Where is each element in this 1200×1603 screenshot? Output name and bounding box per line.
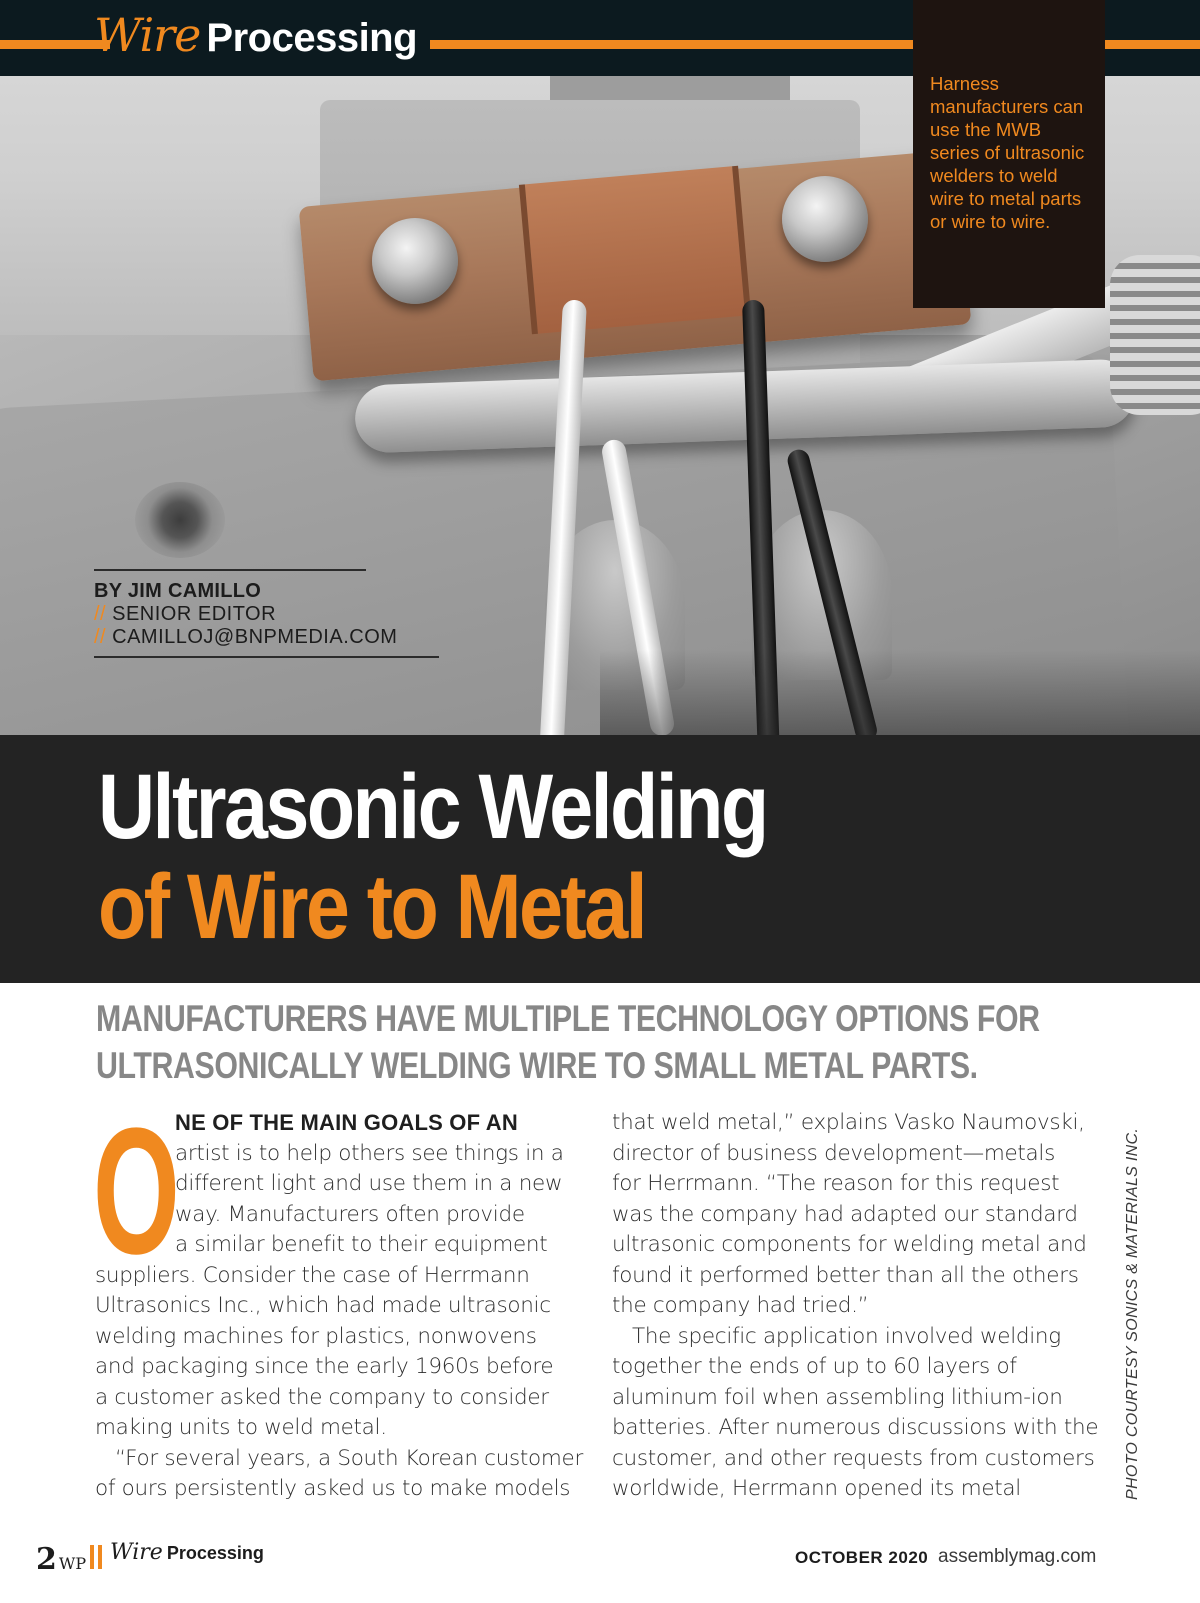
article-title-line-2: of Wire to Metal bbox=[98, 856, 646, 958]
body-line: that weld metal,” explains Vasko Naumovski, bbox=[612, 1110, 1085, 1135]
body-line: director of business development—metals bbox=[612, 1140, 1055, 1166]
photo-weld-area bbox=[519, 166, 751, 335]
byline-rule-bottom bbox=[94, 656, 439, 658]
body-line: a customer asked the company to consider bbox=[95, 1384, 549, 1410]
section-logo bbox=[94, 8, 417, 72]
body-line: artist is to help others see things in a bbox=[175, 1140, 564, 1166]
footer-logo-bold: Processing bbox=[166, 1543, 264, 1563]
body-line: ultrasonic components for welding metal and bbox=[612, 1232, 1087, 1257]
byline-slash: // bbox=[94, 603, 107, 625]
body-column-right bbox=[612, 1108, 1112, 1505]
body-line: making units to weld metal. bbox=[95, 1415, 387, 1440]
byline-rule-top bbox=[94, 569, 366, 571]
page-folio bbox=[36, 1542, 86, 1577]
body-line: suppliers. Consider the case of Herrmann bbox=[95, 1262, 530, 1288]
section-logo-script: Wire bbox=[94, 8, 201, 62]
byline-email-line bbox=[94, 626, 397, 649]
photo-caption-box bbox=[913, 0, 1105, 308]
byline-email[interactable]: CAMILLOJ@BNPMEDIA.COM bbox=[112, 626, 398, 648]
photo-credit: PHOTO COURTESY SONICS & MATERIALS INC. bbox=[1124, 1127, 1141, 1500]
body-line: customer, and other requests from customers bbox=[612, 1445, 1095, 1471]
photo-bolt-right bbox=[782, 176, 868, 262]
section-logo-bold: Processing bbox=[206, 16, 418, 60]
body-line: Ultrasonics Inc., which had made ultrasonic bbox=[95, 1293, 551, 1318]
body-line: “For several years, a South Korean customer bbox=[115, 1445, 584, 1471]
footer-divider-bars bbox=[90, 1545, 102, 1569]
photo-caption: Harness manufacturers can use the MWB series of ultrasonic welders to weld wire to metal parts or wire to wire. bbox=[930, 73, 1085, 232]
body-line: batteries. After numerous discussions with the bbox=[612, 1415, 1099, 1440]
body-line: aluminum foil when assembling lithium-ion bbox=[612, 1384, 1063, 1410]
body-line: together the ends of up to 60 layers of bbox=[612, 1354, 1017, 1379]
body-line: The specific application involved welding bbox=[632, 1323, 1061, 1349]
byline-title: SENIOR EDITOR bbox=[112, 603, 277, 625]
byline-author: BY JIM CAMILLO bbox=[94, 580, 262, 602]
photo-shadow bbox=[600, 650, 1200, 735]
issue-date: OCTOBER 2020 bbox=[795, 1548, 929, 1567]
body-line: welding machines for plastics, nonwovens bbox=[95, 1323, 537, 1349]
page-number: 2 bbox=[36, 1542, 57, 1577]
byline-title-line bbox=[94, 603, 276, 626]
footer-section-logo bbox=[110, 1540, 264, 1565]
body-line: a similar benefit to their equipment bbox=[175, 1232, 548, 1257]
body-line: for Herrmann. “The reason for this request bbox=[612, 1171, 1060, 1196]
photo-screw bbox=[1110, 255, 1200, 415]
body-line: and packaging since the early 1960s before bbox=[95, 1354, 554, 1379]
body-line: NE OF THE MAIN GOALS OF AN bbox=[175, 1110, 518, 1135]
header-rule-mid bbox=[430, 40, 914, 49]
drop-cap: O bbox=[93, 1091, 180, 1292]
body-line: the company had tried.” bbox=[612, 1293, 869, 1318]
footer-logo-script: Wire bbox=[110, 1540, 163, 1565]
body-line: of ours persistently asked us to make models bbox=[95, 1476, 571, 1501]
website-link[interactable]: assemblymag.com bbox=[938, 1546, 1097, 1567]
article-deck: MANUFACTURERS HAVE MULTIPLE TECHNOLOGY OPTIONS FOR ULTRASONICALLY WELDING WIRE TO SMALL METAL PARTS. bbox=[96, 998, 1040, 1086]
body-column-left bbox=[93, 1091, 585, 1505]
body-line: worldwide, Herrmann opened its metal bbox=[612, 1476, 1021, 1501]
photo-bolt-left bbox=[372, 218, 458, 304]
photo-threaded-hole bbox=[135, 482, 225, 558]
page-suffix: WP bbox=[58, 1554, 87, 1573]
body-line: different light and use them in a new bbox=[175, 1171, 563, 1196]
body-line: was the company had adapted our standard bbox=[612, 1201, 1078, 1227]
body-line: found it performed better than all the others bbox=[612, 1262, 1079, 1288]
article-title-line-1: Ultrasonic Welding bbox=[98, 756, 767, 858]
header-rule-right bbox=[1104, 40, 1200, 49]
body-line: way. Manufacturers often provide bbox=[175, 1201, 525, 1227]
byline-slash: // bbox=[94, 626, 107, 648]
